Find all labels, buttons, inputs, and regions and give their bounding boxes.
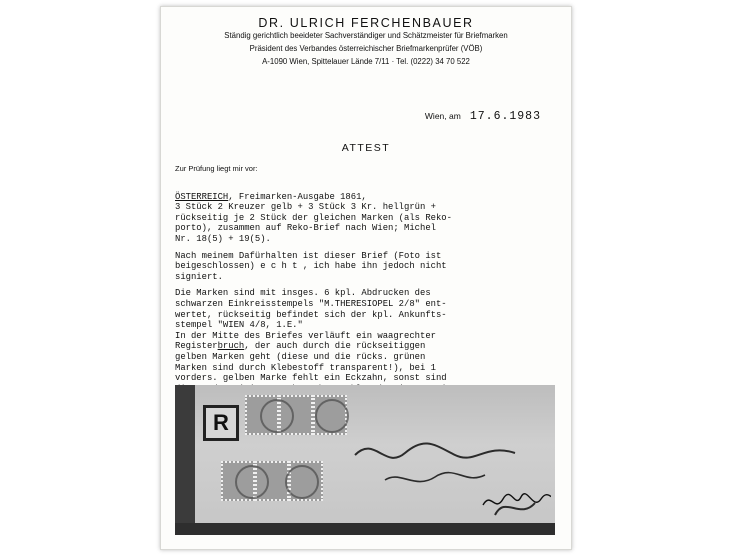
paragraph-description bbox=[175, 192, 560, 245]
cond-line-8: Marken sind durch Klebestoff transparent!), bei 1 bbox=[175, 362, 436, 373]
date-line bbox=[425, 110, 541, 123]
desc-line-1: , Freimarken-Ausgabe 1861, bbox=[228, 191, 367, 202]
opinion-line-2: beigeschlossen) e c h t , ich habe ihn jedoch nicht bbox=[175, 261, 447, 272]
desc-line-2: 3 Stück 2 Kreuzer gelb + 3 Stück 3 Kr. hellgrün + bbox=[175, 202, 436, 213]
reco-mark: R bbox=[203, 405, 239, 441]
photo-edge-shadow bbox=[175, 385, 195, 535]
photo-bottom-shadow bbox=[175, 523, 555, 535]
cond-line-5: In der Mitte des Briefes verläuft ein waagrechter bbox=[175, 330, 436, 341]
date-place: Wien, am bbox=[424, 111, 461, 121]
cond-line-6a: Register bbox=[175, 341, 218, 352]
opinion-line-1: Nach meinem Dafürhalten ist dieser Brief (Foto ist bbox=[175, 250, 442, 261]
cond-line-4: stempel "WIEN 4/8, 1.E." bbox=[175, 320, 303, 331]
desc-line-4: porto), zusammen auf Reko-Brief nach Wien; Michel bbox=[175, 223, 436, 234]
desc-line-5: Nr. 18(5) + 19(5). bbox=[175, 233, 271, 244]
opinion-line-3: signiert. bbox=[175, 271, 223, 282]
cond-line-7: gelben Marken geht (diese und die rücks. grünen bbox=[175, 351, 426, 362]
document-title: ATTEST bbox=[341, 142, 391, 154]
cond-line-2: schwarzen Einkreisstempels "M.THERESIOPEL 2/8" ent- bbox=[175, 298, 447, 309]
letterhead-line-1: Ständig gerichtlich beeideter Sachverständiger und Schätzmeister für Briefmarken bbox=[224, 31, 508, 40]
postmark-cancel bbox=[315, 399, 349, 433]
postmark-cancel bbox=[235, 465, 269, 499]
cond-line-6b: , der auch durch die rückseitiggen bbox=[244, 341, 426, 352]
postmark-cancel bbox=[285, 465, 319, 499]
cond-line-1: Die Marken sind mit insges. 6 kpl. Abdrucken des bbox=[175, 288, 431, 299]
postmark-cancel bbox=[260, 399, 294, 433]
certificate-sheet bbox=[160, 6, 572, 550]
intro-text: Zur Prüfung liegt mir vor: bbox=[175, 164, 258, 173]
expert-signature bbox=[481, 487, 551, 513]
country-name: ÖSTERREICH bbox=[175, 191, 229, 202]
cond-line-6-underlined: bruch bbox=[217, 341, 245, 352]
cond-line-3: wertet, rückseitig befindet sich der kpl. Ankunfts- bbox=[175, 309, 447, 320]
cond-line-9: vorders. gelben Marke fehlt ein Eckzahn, sonst sind bbox=[175, 373, 447, 384]
paragraph-opinion bbox=[175, 251, 560, 283]
letterhead-line-2: Präsident des Verbandes österreichischer Briefmarkenprüfer (VÖB) bbox=[249, 44, 483, 53]
expert-name: DR. ULRICH FERCHENBAUER bbox=[258, 16, 474, 30]
date-value: 17.6.1983 bbox=[469, 110, 541, 123]
desc-line-3: rückseitig je 2 Stück der gleichen Marken (als Reko- bbox=[175, 212, 452, 223]
letterhead-address: A-1090 Wien, Spittelauer Lände 7/11 · Tel. (0222) 34 70 522 bbox=[262, 57, 470, 66]
